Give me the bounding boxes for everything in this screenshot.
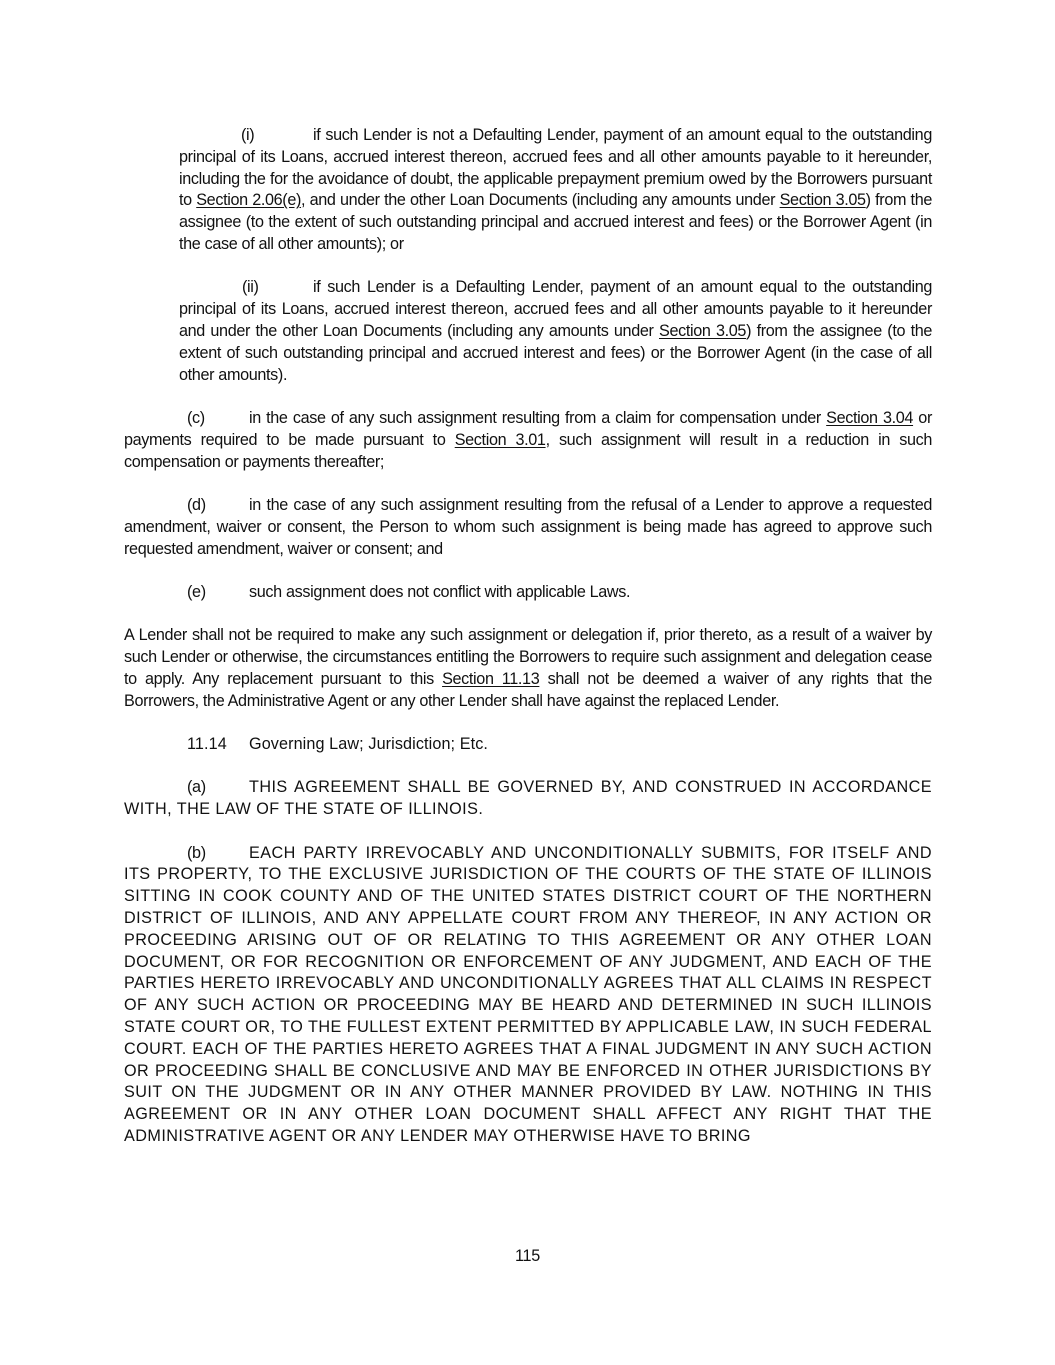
section-heading [124,734,932,756]
clause-e-text: such assignment does not conflict with applicable Laws. [249,582,631,601]
lender-paragraph-text-2: shall not be deemed a waiver of any rights that the Borrowers, the Administrative Agent or any other Lender shall have against the replaced Lender. [124,669,932,710]
clause-i [124,125,932,256]
section-2-06e-reference[interactable]: Section 2.06(e) [196,191,302,210]
clause-c-text-1: in the case of any such assignment resulting from a claim for compensation under [249,408,827,427]
clause-a-text: THIS AGREEMENT SHALL BE GOVERNED BY, AND CONSTRUED IN ACCORDANCE WITH, THE LAW OF THE STATE OF ILLINOIS. [124,778,932,819]
section-11-13-reference[interactable]: Section 11.13 [442,669,540,688]
clause-i-label: (i) [241,126,255,144]
clause-i-text-3: ) from the assignee (to the extent of such outstanding principal and accrued interest and fees) or the Borrower Agent (in the case of all other amounts); or [179,191,932,253]
clause-c-text-3: , such assignment will result in a reduction in such compensation or payments thereafter; [124,430,933,471]
clause-e-label: (e) [187,582,206,601]
clause-b-label: (b) [187,843,206,862]
clause-i-text-2: , and under the other Loan Documents (including any amounts under [301,191,780,210]
clause-d-text: in the case of any such assignment resulting from the refusal of a Lender to approve a requested amendment, waiver or consent, the Person to whom such assignment is being made has agreed to approve such requested amendment, waiver or consent; and [124,495,932,558]
clause-ii-label: (ii) [242,278,259,297]
section-3-05-reference[interactable]: Section 3.05 [659,321,747,340]
section-3-04-reference[interactable]: Section 3.04 [826,408,914,427]
clause-d [124,495,932,560]
lender-paragraph-text-1: A Lender shall not be required to make any such assignment or delegation if, prior thereto, as a result of a waiver by such Lender or otherwise, the circumstances entitling the Borrowers to require such assignment and delegation cease to apply. Any replacement pursuant to this [124,626,932,688]
clause-c [124,408,932,473]
clause-ii-text-1: if such Lender is a Defaulting Lender, payment of an amount equal to the outstanding principal of its Loans, accrued interest thereon, accrued fees and all other amounts payable to it hereunder and under the other Loan Documents (including any amounts under [179,278,932,340]
document-page [124,125,932,1169]
lender-paragraph [124,625,932,712]
clause-e [124,582,932,604]
clause-b-jurisdiction [124,843,932,1148]
section-3-05-reference[interactable]: Section 3.05 [779,191,866,210]
clause-a-label: (a) [187,778,206,797]
clause-i-text-1: if such Lender is not a Defaulting Lender, payment of an amount equal to the outstanding principal of its Loans, accrued interest thereon, accrued fees and all other amounts payable to it hereunder, including the for the avoidance of doubt, the applicable prepayment premium owed by the Borrowers pursuant to [179,126,932,210]
clause-a-governing-law [124,777,932,821]
page-number: 115 [515,1247,540,1265]
clause-c-label: (c) [187,408,205,427]
clause-c-text-2: or payments required to be made pursuant to [124,408,932,449]
clause-d-label: (d) [187,495,206,514]
clause-ii [124,277,932,386]
clause-b-text: EACH PARTY IRREVOCABLY AND UNCONDITIONALLY SUBMITS, FOR ITSELF AND ITS PROPERTY, TO THE EXCLUSIVE JURISDICTION OF THE COURTS OF THE STATE OF ILLINOIS SITTING IN COOK COUNTY AND OF THE UNITED STATES DISTRICT COURT OF THE NORTHERN DISTRICT OF ILLINOIS, AND ANY APPELLATE COURT FROM ANY THEREOF, IN ANY ACTION OR PROCEEDING ARISING OUT OF OR RELATING TO THIS AGREEMENT OR ANY OTHER LOAN DOCUMENT, OR FOR RECOGNITION OR ENFORCEMENT OF ANY JUDGMENT, AND EACH OF THE PARTIES HERETO IRREVOCABLY AND UNCONDITIONALLY AGREES THAT ALL CLAIMS IN RESPECT OF ANY SUCH ACTION OR PROCEEDING MAY BE HEARD AND DETERMINED IN SUCH ILLINOIS STATE COURT OR, TO THE FULLEST EXTENT PERMITTED BY APPLICABLE LAW, IN SUCH FEDERAL COURT. EACH OF THE PARTIES HERETO AGREES THAT A FINAL JUDGMENT IN ANY SUCH ACTION OR PROCEEDING SHALL BE CONCLUSIVE AND MAY BE ENFORCED IN OTHER JURISDICTIONS BY SUIT ON THE JUDGMENT OR IN ANY OTHER MANNER PROVIDED BY LAW. NOTHING IN THIS AGREEMENT OR IN ANY OTHER LOAN DOCUMENT SHALL AFFECT ANY RIGHT THAT THE ADMINISTRATIVE AGENT OR ANY LENDER MAY OTHERWISE HAVE TO BRING [124,843,932,1146]
clause-ii-text-2: ) from the assignee (to the extent of such outstanding principal and accrued interest and fees) or the Borrower Agent (in the case of all other amounts). [179,321,933,384]
section-3-01-reference[interactable]: Section 3.01 [454,430,546,449]
section-number: 11.14 [187,735,227,754]
section-title: Governing Law; Jurisdiction; Etc. [249,735,489,754]
